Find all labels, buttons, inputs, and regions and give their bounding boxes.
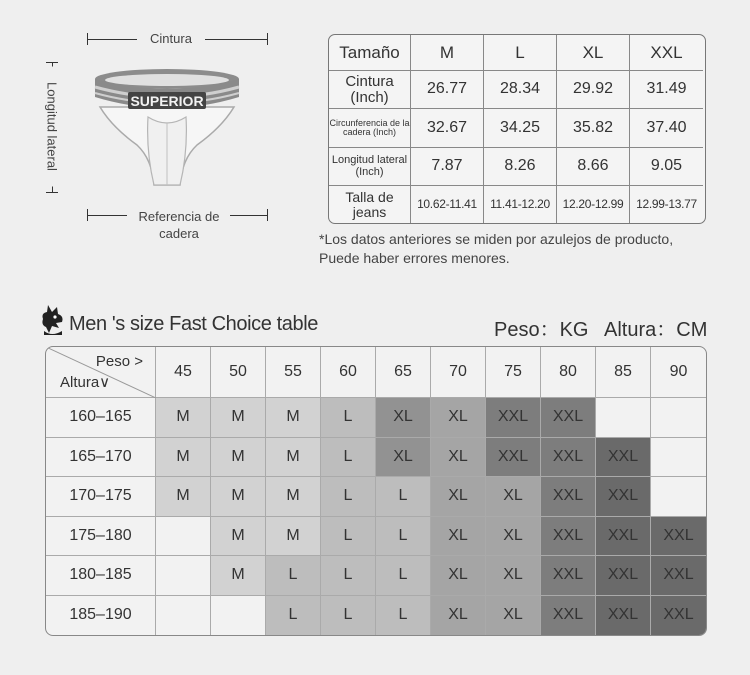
size-header-m: M: [411, 35, 484, 71]
size-cell-m: M: [156, 438, 211, 478]
size-cell-xxl: XXL: [596, 556, 651, 596]
size-cell-xl: XL: [486, 596, 541, 636]
size-cell-l: L: [376, 596, 431, 636]
brand-logo: SUPERIOR: [130, 93, 204, 109]
side-dim-tick-bottom: [46, 192, 58, 193]
side-l: 8.26: [484, 148, 557, 186]
height-row-header: 175–180: [46, 517, 156, 557]
size-cell-xl: XL: [486, 556, 541, 596]
jeans-xl: 12.20-12.99: [557, 186, 630, 223]
table-corner-header: [46, 347, 156, 398]
side-xl: 8.66: [557, 148, 630, 186]
weight-header-90: 90: [651, 347, 706, 398]
height-row-header: 165–170: [46, 438, 156, 478]
size-cell-l: L: [376, 477, 431, 517]
underwear-diagram: [40, 25, 290, 255]
size-header-label: Tamaño: [329, 35, 411, 71]
side-length-row-label: Longitud lateral (Inch): [329, 148, 411, 186]
size-cell-xl: XL: [431, 556, 486, 596]
size-cell-xl: XL: [431, 596, 486, 636]
size-cell-m: M: [211, 438, 266, 478]
corner-height-label: Altura∨: [60, 374, 111, 391]
side-m: 7.87: [411, 148, 484, 186]
note-line-2: Puede haber errores menores.: [319, 250, 510, 266]
size-cell-l: L: [321, 477, 376, 517]
size-cell-xxl: XXL: [596, 438, 651, 478]
hip-dim-line-right: [230, 215, 267, 216]
weight-header-60: 60: [321, 347, 376, 398]
wolf-mascot-icon: [40, 303, 66, 337]
hip-m: 32.67: [411, 109, 484, 148]
height-row-header: 170–175: [46, 477, 156, 517]
waist-label: Cintura: [150, 31, 192, 46]
size-cell-xl: XL: [376, 398, 431, 438]
weight-header-45: 45: [156, 347, 211, 398]
size-cell-empty: [651, 438, 706, 478]
waist-dim-line-right: [205, 39, 268, 40]
corner-weight-label: Peso >: [95, 353, 143, 370]
size-cell-xxl: XXL: [596, 517, 651, 557]
size-cell-xxl: XXL: [651, 517, 706, 557]
weight-header-50: 50: [211, 347, 266, 398]
jeans-xxl: 12.99-13.77: [636, 197, 697, 212]
size-cell-empty: [596, 398, 651, 438]
weight-header-80: 80: [541, 347, 596, 398]
hip-dim-tick-right: [267, 209, 268, 221]
size-header-xxl: XXL: [630, 35, 703, 71]
hip-l: 34.25: [484, 109, 557, 148]
jeans-l: 11.41-12.20: [484, 186, 557, 223]
size-cell-l: L: [266, 556, 321, 596]
size-cell-m: M: [211, 517, 266, 557]
size-cell-empty: [211, 596, 266, 636]
side-xxl: 9.05: [630, 148, 703, 186]
size-cell-xl: XL: [431, 438, 486, 478]
size-cell-m: M: [266, 517, 321, 557]
size-cell-xxl: XXL: [541, 517, 596, 557]
size-cell-xl: XL: [431, 398, 486, 438]
waist-l: 28.34: [484, 71, 557, 109]
waist-m: 26.77: [411, 71, 484, 109]
size-cell-xxl: XXL: [541, 596, 596, 636]
size-cell-m: M: [266, 398, 321, 438]
size-header-xl: XL: [557, 35, 630, 71]
size-cell-xl: XL: [486, 477, 541, 517]
hip-reference-label: Referencia de cadera: [138, 209, 220, 241]
size-cell-xxl: XXL: [541, 556, 596, 596]
weight-header-55: 55: [266, 347, 321, 398]
hip-xl: 35.82: [557, 109, 630, 148]
size-cell-l: L: [376, 517, 431, 557]
chart-title: Men 's size Fast Choice table: [69, 313, 318, 335]
size-cell-xxl: XXL: [596, 596, 651, 636]
weight-header-65: 65: [376, 347, 431, 398]
height-row-header: 185–190: [46, 596, 156, 636]
size-cell-xxl: XXL: [541, 398, 596, 438]
measurement-note: [319, 230, 673, 268]
note-line-1: *Los datos anteriores se miden por azulejos de producto,: [319, 231, 674, 247]
size-cell-empty: [651, 477, 706, 517]
hip-dim-line-left: [87, 215, 127, 216]
size-cell-xxl: XXL: [541, 438, 596, 478]
size-cell-l: L: [321, 517, 376, 557]
waist-xxl: 31.49: [630, 71, 703, 109]
size-measurement-table: [328, 34, 706, 224]
size-cell-empty: [156, 517, 211, 557]
brief-illustration: [92, 67, 242, 192]
size-cell-empty: [651, 398, 706, 438]
height-row-header: 160–165: [46, 398, 156, 438]
side-length-label: Longitud lateral: [45, 67, 60, 187]
size-cell-xl: XL: [376, 438, 431, 478]
size-cell-m: M: [156, 477, 211, 517]
size-cell-l: L: [321, 398, 376, 438]
weight-header-75: 75: [486, 347, 541, 398]
size-cell-xxl: XXL: [651, 596, 706, 636]
size-cell-m: M: [211, 477, 266, 517]
size-cell-l: L: [321, 438, 376, 478]
waist-xl: 29.92: [557, 71, 630, 109]
size-cell-xxl: XXL: [486, 398, 541, 438]
waist-dim-line-left: [87, 39, 137, 40]
height-row-header: 180–185: [46, 556, 156, 596]
size-cell-l: L: [266, 596, 321, 636]
jeans-row-label: Talla de jeans: [329, 186, 411, 223]
waist-dim-tick-right: [267, 33, 268, 45]
size-cell-m: M: [211, 556, 266, 596]
jeans-m: 10.62-11.41: [411, 186, 484, 223]
size-cell-empty: [156, 556, 211, 596]
weight-header-70: 70: [431, 347, 486, 398]
size-cell-m: M: [156, 398, 211, 438]
size-cell-m: M: [266, 438, 321, 478]
fast-choice-size-table: [45, 346, 707, 636]
size-cell-empty: [156, 596, 211, 636]
size-cell-xl: XL: [431, 517, 486, 557]
size-cell-m: M: [266, 477, 321, 517]
size-cell-l: L: [321, 556, 376, 596]
size-cell-l: L: [321, 596, 376, 636]
weight-header-85: 85: [596, 347, 651, 398]
size-cell-xl: XL: [486, 517, 541, 557]
size-cell-xl: XL: [431, 477, 486, 517]
size-cell-xxl: XXL: [651, 556, 706, 596]
size-cell-xxl: XXL: [596, 477, 651, 517]
size-cell-l: L: [376, 556, 431, 596]
waist-row-label: Cintura (Inch): [329, 71, 411, 109]
hip-xxl: 37.40: [630, 109, 703, 148]
height-unit-label: Altura：CM: [604, 319, 708, 341]
size-header-l: L: [484, 35, 557, 71]
size-cell-m: M: [211, 398, 266, 438]
size-cell-xxl: XXL: [541, 477, 596, 517]
size-cell-xxl: XXL: [486, 438, 541, 478]
weight-unit-label: Peso：KG: [494, 319, 589, 341]
hip-row-label: Circunferencia de la cadera (Inch): [329, 109, 411, 148]
